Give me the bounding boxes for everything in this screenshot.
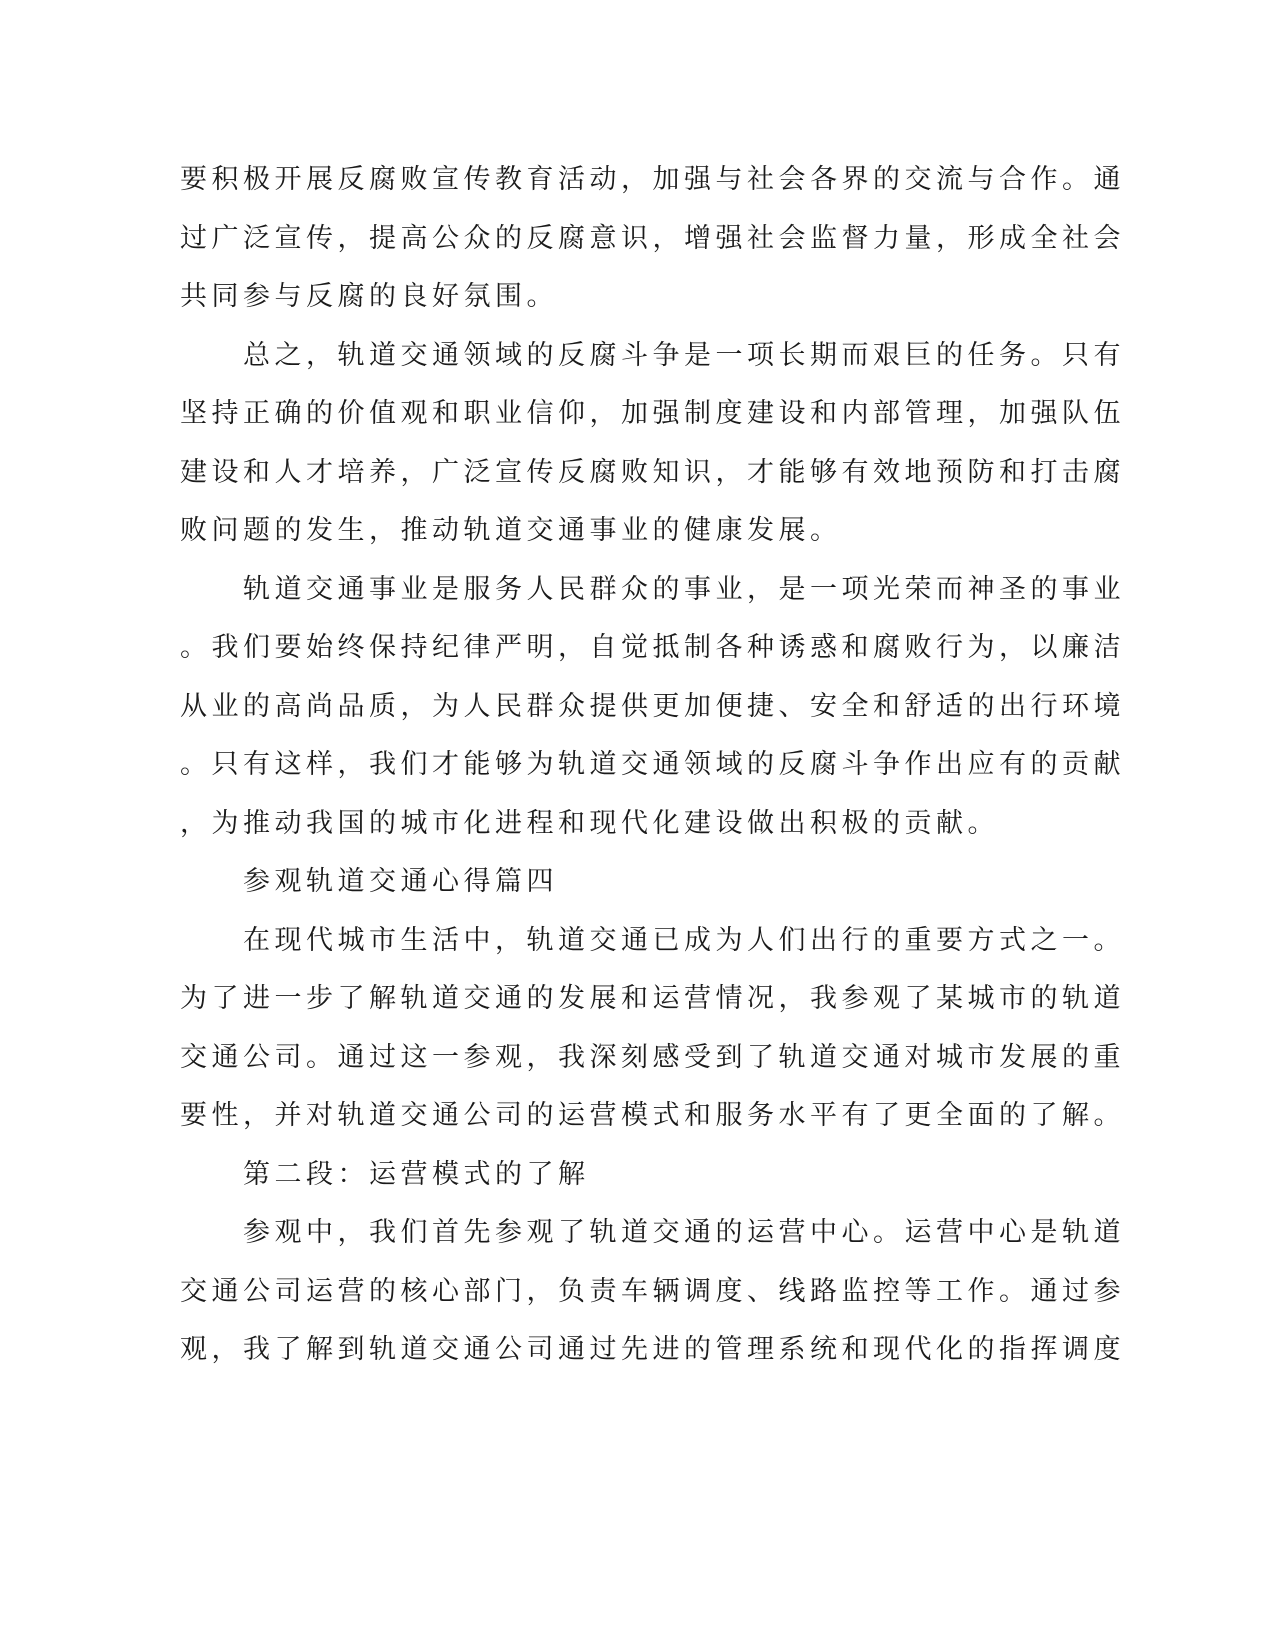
text-line: 要积极开展反腐败宣传教育活动，加强与社会各界的交流与合作。通 — [180, 164, 1125, 195]
text-line: 败问题的发生，推动轨道交通事业的健康发展。 — [180, 515, 842, 546]
text-line: 过广泛宣传，提高公众的反腐意识，增强社会监督力量，形成全社会 — [180, 222, 1125, 254]
text-line: 要性，并对轨道交通公司的运营模式和服务水平有了更全面的了解。 — [180, 1100, 1125, 1131]
text-line: 。我们要始终保持纪律严明，自觉抵制各种诱惑和腐败行为，以廉洁 — [180, 632, 1125, 663]
text-line: 交通公司。通过这一参观，我深刻感受到了轨道交通对城市发展的重 — [180, 1041, 1125, 1073]
text-line: 。只有这样，我们才能够为轨道交通领域的反腐斗争作出应有的贡献 — [180, 749, 1125, 780]
text-line: 共同参与反腐的良好氛围。 — [180, 281, 558, 312]
text-line: 轨道交通事业是服务人民群众的事业，是一项光荣而神圣的事业 — [180, 573, 1125, 605]
text-line: 从业的高尚品质，为人民群众提供更加便捷、安全和舒适的出行环境 — [180, 690, 1125, 722]
text-line: 在现代城市生活中，轨道交通已成为人们出行的重要方式之一。 — [180, 924, 1125, 956]
section-heading: 第二段：运营模式的了解 — [180, 1158, 590, 1190]
text-line: 观，我了解到轨道交通公司通过先进的管理系统和现代化的指挥调度 — [180, 1334, 1125, 1365]
text-line: ，为推动我国的城市化进程和现代化建设做出积极的贡献。 — [180, 807, 999, 839]
section-heading: 参观轨道交通心得篇四 — [180, 866, 558, 897]
text-line: 总之，轨道交通领域的反腐斗争是一项长期而艰巨的任务。只有 — [180, 339, 1125, 371]
text-line: 交通公司运营的核心部门，负责车辆调度、线路监控等工作。通过参 — [180, 1275, 1125, 1307]
text-line: 坚持正确的价值观和职业信仰，加强制度建设和内部管理，加强队伍 — [180, 398, 1125, 429]
document-page — [180, 151, 1125, 1380]
text-line: 建设和人才培养，广泛宣传反腐败知识，才能够有效地预防和打击腐 — [180, 456, 1125, 488]
text-line: 参观中，我们首先参观了轨道交通的运营中心。运营中心是轨道 — [180, 1217, 1125, 1248]
text-line: 为了进一步了解轨道交通的发展和运营情况，我参观了某城市的轨道 — [180, 983, 1125, 1014]
